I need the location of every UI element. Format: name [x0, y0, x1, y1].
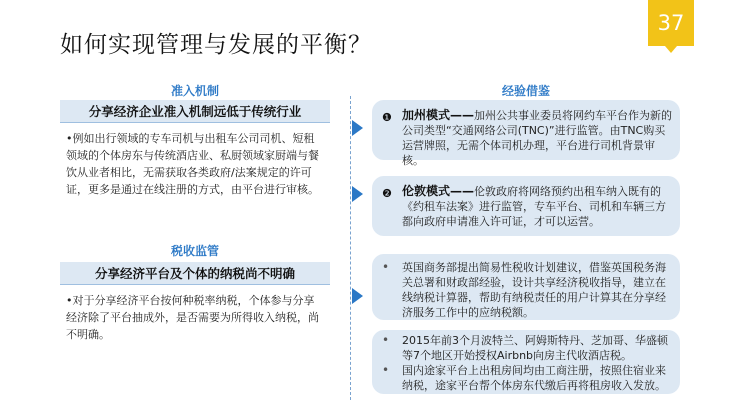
uk-tax-card: [372, 254, 680, 320]
bullet-dot-icon: •: [382, 363, 390, 377]
access-mechanism-bar: 分享经济企业准入机制远低于传统行业: [60, 100, 330, 123]
uk-tax-text: 英国商务部提出简易性税收计划建议，借鉴英国税务海关总署和财政部经验，设计共享经济税收指导，建立在线纳税计算器，帮助有纳税责任的用户计算其在分享经济服务工作中的应纳税额。: [402, 261, 666, 319]
london-model-body: [402, 184, 672, 229]
number-one-icon: ❶: [382, 111, 392, 124]
airbnb-tujia-card: [372, 330, 680, 394]
london-model-name: 伦敦模式——: [402, 184, 475, 198]
london-model-text: 伦敦政府将网络预约出租车纳入既有的《约租车法案》进行监管，专车平台、司机和车辆三方都向政府申请准入许可证，才可以运营。: [402, 185, 666, 228]
arrow-right-icon: [352, 186, 363, 202]
tujia-tax-text: 国内途家平台上出租房间均由工商注册，按照住宿业来纳税，途家平台帮个体房东代缴后再将租房收入发放。: [402, 364, 666, 392]
number-two-icon: ❷: [382, 187, 392, 200]
divider-line: [350, 96, 351, 400]
california-model-text: 加州公共事业委员将网约车平台作为新的公司类型“交通网络公司(TNC)”进行监管。由TNC购买运营牌照，无需个体司机办理，平台进行司机背景审核。: [402, 109, 673, 167]
california-model-body: [402, 108, 672, 168]
section-title-access: 准入机制: [170, 84, 219, 98]
london-model-card: [372, 176, 680, 236]
california-model-card: [372, 100, 680, 167]
section-title-tax: 税收监管: [170, 244, 219, 258]
bullet-dot-icon: •: [382, 333, 390, 347]
page-title: 如何实现管理与发展的平衡？: [60, 32, 372, 58]
access-mechanism-text: •例如出行领域的专车司机与出租车公司司机、短租领域的个体房东与传统酒店业、私厨领域家厨端与餐饮从业者相比，无需获取各类政府/法案规定的许可证，更多是通过在线注册的方式，由平台进行审核。: [66, 132, 319, 196]
section-title-experience: 经验借鉴: [501, 84, 550, 98]
bullet-dot-icon: •: [382, 260, 390, 274]
airbnb-tax-text: 2015年前3个月波特兰、阿姆斯特丹、芝加哥、华盛顿等7个地区开始授权Airbnb向房主代收酒店税。: [402, 334, 668, 362]
california-model-name: 加州模式——: [402, 108, 475, 122]
tax-regulation-bar: 分享经济平台及个体的纳税尚不明确: [60, 262, 330, 285]
page-number-badge: 37: [648, 0, 694, 46]
arrow-right-icon: [352, 288, 363, 304]
tax-regulation-text: •对于分享经济平台按何种税率纳税，个体参与分享经济除了平台抽成外，是否需要为所得收入纳税，尚不明确。: [66, 294, 319, 341]
arrow-right-icon: [352, 120, 363, 136]
